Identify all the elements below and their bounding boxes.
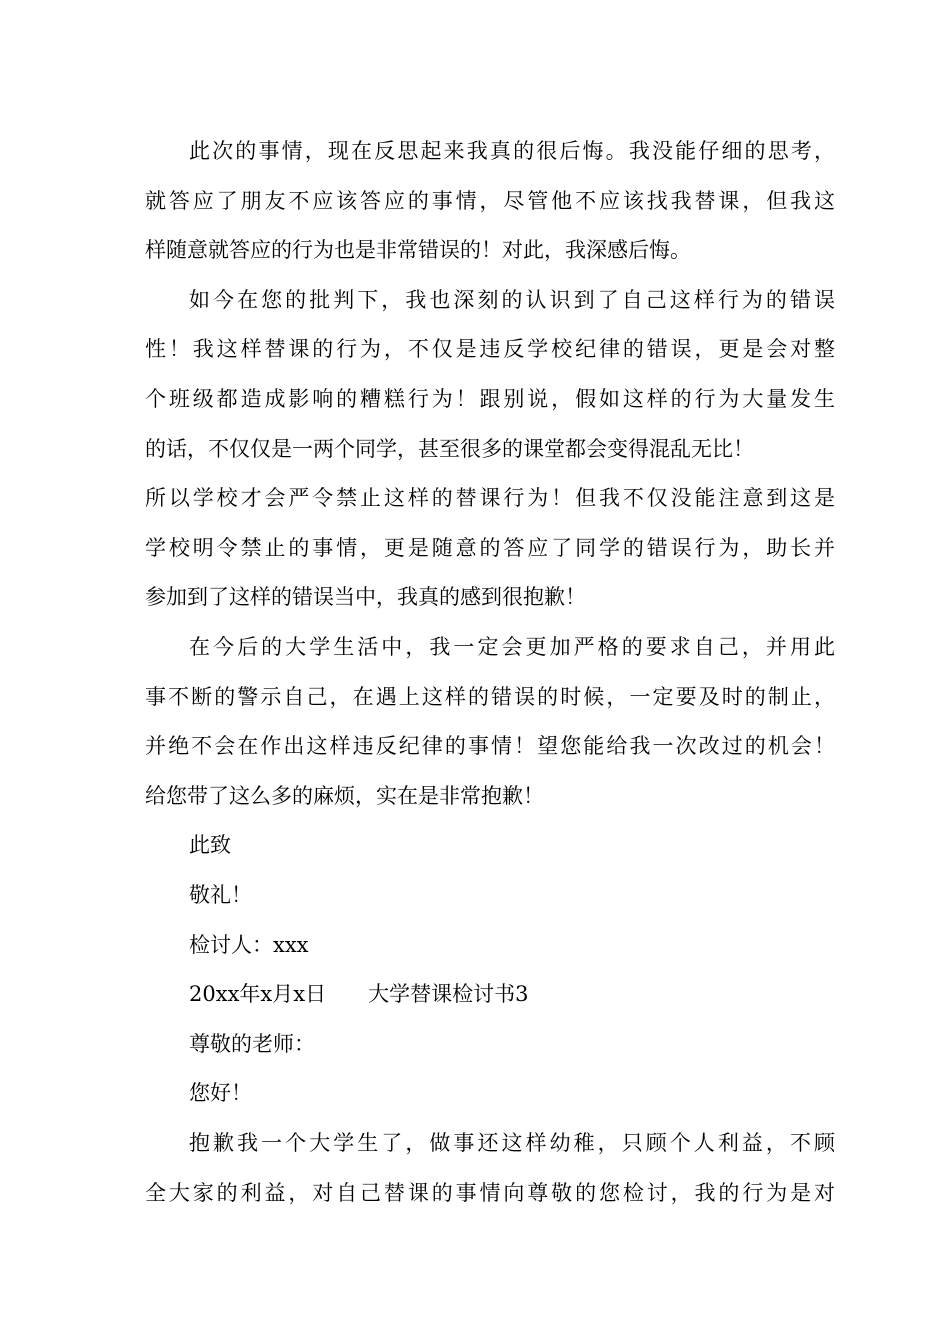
text-line: 此致 — [189, 833, 231, 857]
text-line: 学校明令禁止的事情，更是随意的答应了同学的错误行为，助长并 — [145, 536, 835, 560]
text-line: 参加到了这样的错误当中，我真的感到很抱歉！ — [145, 585, 586, 609]
text-line: 20xx年x月x日 大学替课检讨书3 — [189, 982, 529, 1006]
text-line: 抱歉我一个大学生了，做事还这样幼稚，只顾个人利益，不顾 — [189, 1131, 835, 1155]
text-line: 敬礼！ — [189, 883, 252, 907]
text-line: 给您带了这么多的麻烦，实在是非常抱歉！ — [145, 784, 544, 808]
text-line: 您好！ — [189, 1081, 252, 1105]
text-line: 性！我这样替课的行为，不仅是违反学校纪律的错误，更是会对整 — [145, 337, 835, 361]
text-line: 的话，不仅仅是一两个同学，甚至很多的课堂都会变得混乱无比！ — [145, 437, 754, 461]
text-line: 尊敬的老师： — [189, 1032, 315, 1056]
text-line: 所以学校才会严令禁止这样的替课行为！但我不仅没能注意到这是 — [145, 486, 835, 510]
text-line: 全大家的利益，对自己替课的事情向尊敬的您检讨，我的行为是对 — [145, 1181, 835, 1205]
text-line: 并绝不会在作出这样违反纪律的事情！望您能给我一次改过的机会！ — [145, 734, 835, 758]
text-line: 样随意就答应的行为也是非常错误的！对此，我深感后悔。 — [145, 238, 691, 262]
text-line: 如今在您的批判下，我也深刻的认识到了自己这样行为的错误 — [189, 288, 835, 312]
text-line: 个班级都造成影响的糟糕行为！跟别说，假如这样的行为大量发生 — [145, 387, 835, 411]
text-line: 就答应了朋友不应该答应的事情，尽管他不应该找我替课，但我这 — [145, 189, 835, 213]
text-line: 此次的事情，现在反思起来我真的很后悔。我没能仔细的思考， — [189, 139, 835, 163]
text-line: 在今后的大学生活中，我一定会更加严格的要求自己，并用此 — [189, 635, 835, 659]
text-line: 事不断的警示自己，在遇上这样的错误的时候，一定要及时的制止， — [145, 685, 835, 709]
text-line: 检讨人：xxx — [189, 933, 309, 957]
